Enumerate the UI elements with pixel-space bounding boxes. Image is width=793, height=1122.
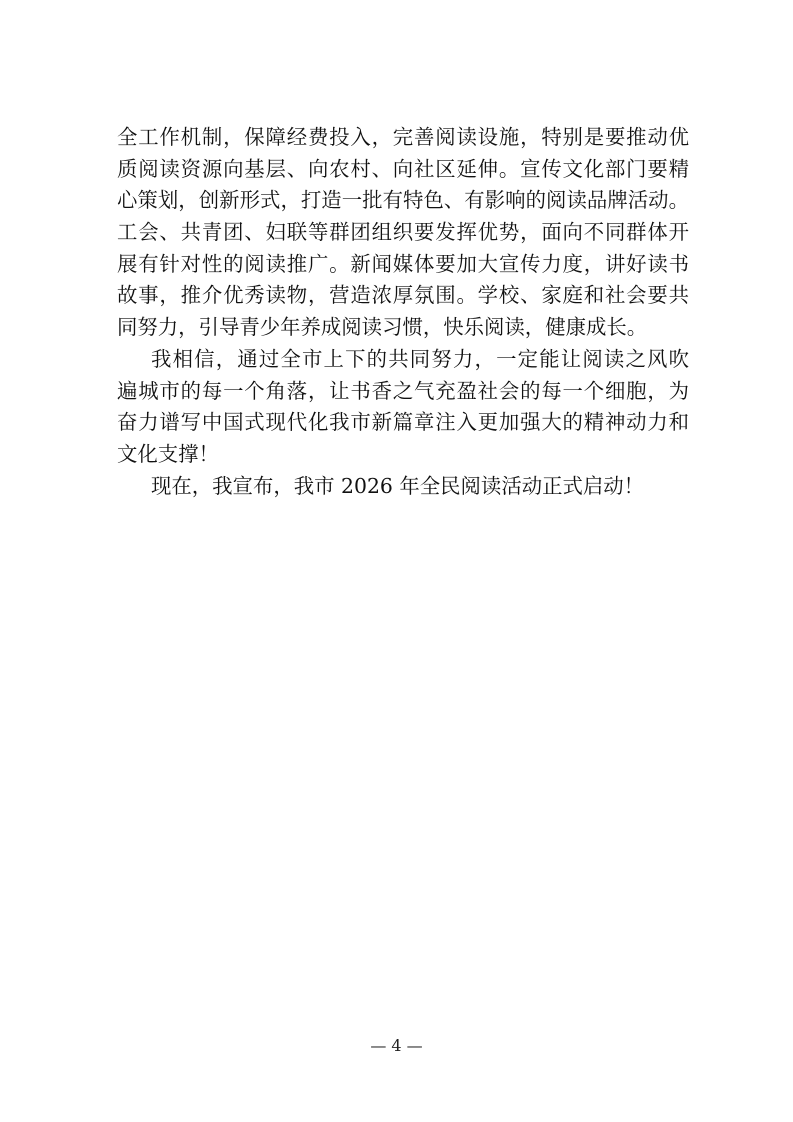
text-line: 全工作机制，保障经费投入，完善阅读设施，特别是要推动优	[117, 125, 689, 149]
text-line: 展有针对性的阅读推广。新闻媒体要加大宣传力度，讲好读书	[117, 251, 689, 276]
paragraph-2	[117, 344, 689, 471]
text-line: 我相信，通过全市上下的共同努力，一定能让阅读之风吹	[151, 346, 689, 371]
text-line: 同努力，引导青少年养成阅读习惯，快乐阅读，健康成长。	[117, 315, 648, 340]
text-line: 文化支撑！	[117, 441, 219, 466]
text-line: 质阅读资源向基层、向农村、向社区延伸。宣传文化部门要精	[117, 156, 689, 181]
text-line: 故事，推介优秀读物，营造浓厚氛围。学校、家庭和社会要共	[117, 283, 689, 308]
text-line: 工会、共青团、妇联等群团组织要发挥优势，面向不同群体开	[117, 220, 689, 245]
text-line: 现在，我宣布，我市 2026 年全民阅读活动正式启动！	[151, 473, 645, 498]
paragraph-3	[117, 471, 689, 503]
paragraph-1	[117, 122, 689, 344]
text-line: 心策划，创新形式，打造一批有特色、有影响的阅读品牌活动。	[117, 188, 689, 213]
body-text	[117, 122, 689, 502]
text-line: 奋力谱写中国式现代化我市新篇章注入更加强大的精神动力和	[117, 410, 689, 435]
page-number: — 4 —	[370, 1036, 423, 1055]
text-line: 遍城市的每一个角落，让书香之气充盈社会的每一个细胞，为	[117, 378, 689, 403]
